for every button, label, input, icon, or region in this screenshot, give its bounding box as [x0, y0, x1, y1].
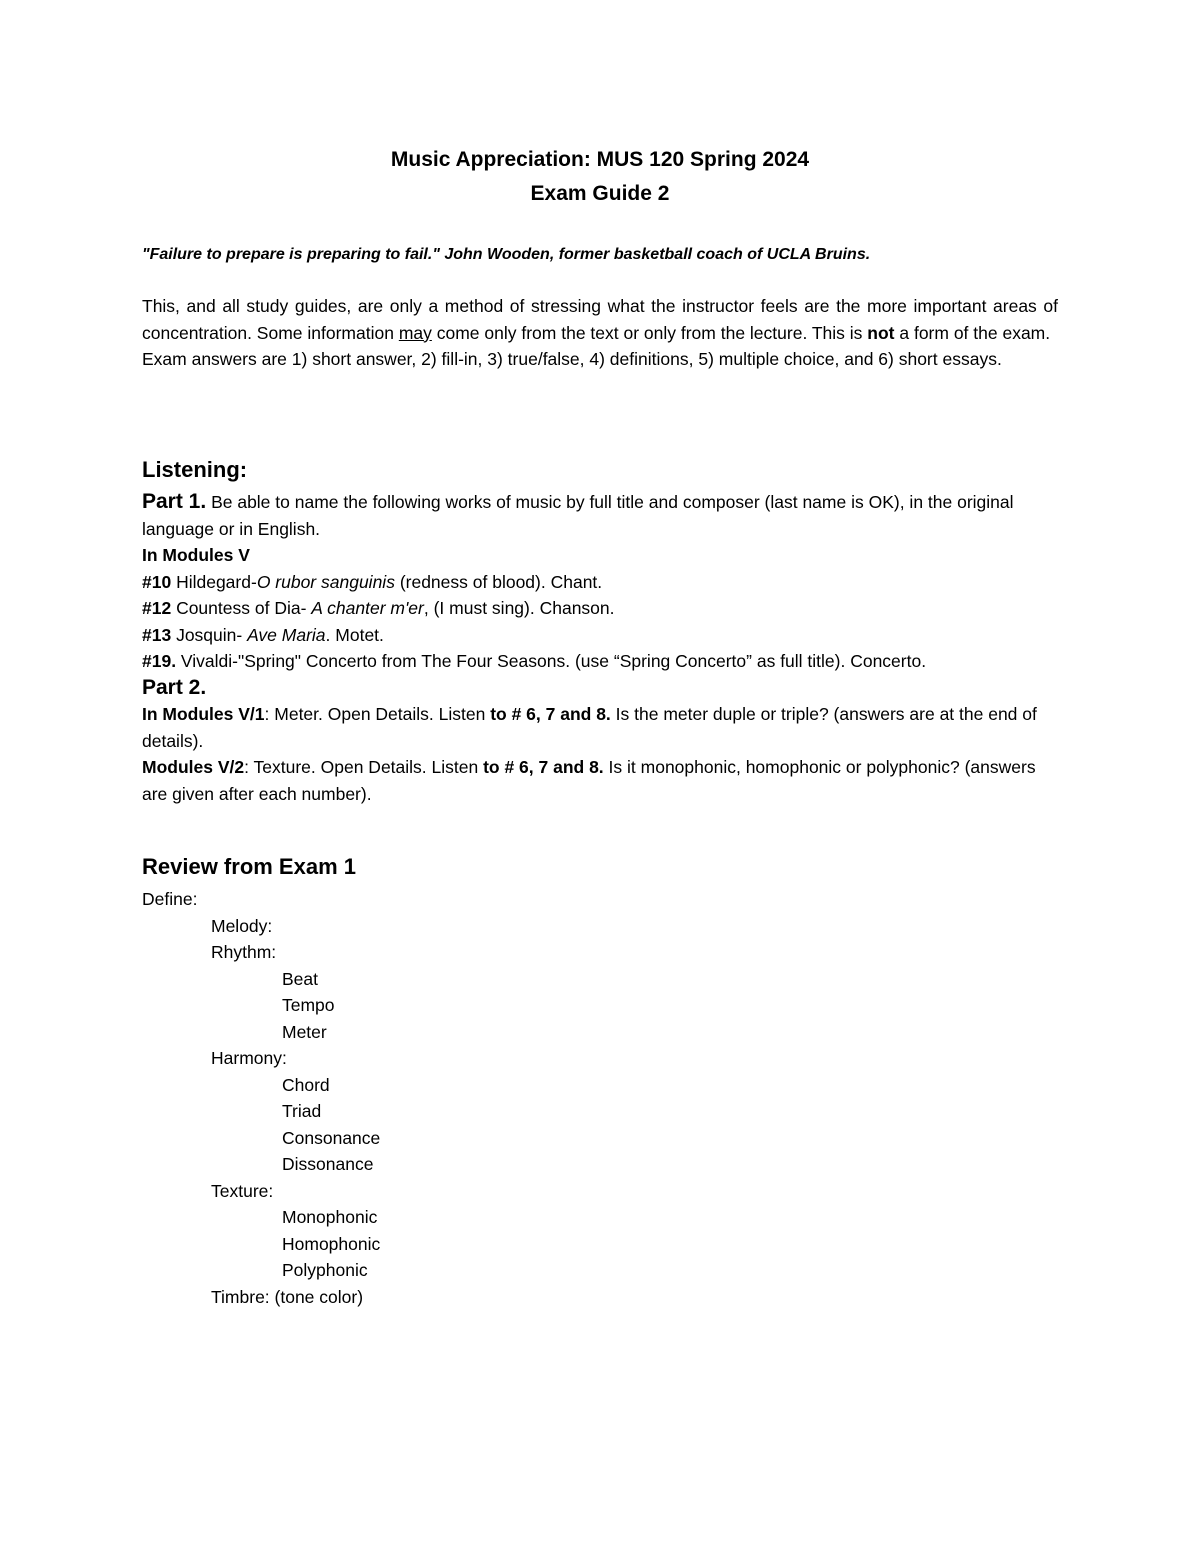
- module-label: Modules V/2: [142, 757, 245, 777]
- module-text: : Texture. Open Details. Listen: [244, 757, 484, 777]
- review-section: [142, 852, 1062, 1310]
- listening-section: [142, 455, 1062, 807]
- work-composer: Vivaldi-"Spring" Concerto from The Four Seasons. (use “Spring Concerto” as full title). Concerto.: [176, 651, 927, 671]
- part2-module-1: [142, 701, 1062, 754]
- term-harmony: Harmony:: [211, 1048, 287, 1068]
- intro-section: [142, 293, 1058, 373]
- work-desc: (redness of blood). Chant.: [394, 571, 603, 592]
- term-texture: Texture:: [211, 1180, 274, 1201]
- term-timbre: Timbre: (tone color): [211, 1286, 364, 1307]
- work-composer: Countess of Dia-: [171, 598, 312, 618]
- work-item: [142, 595, 1062, 622]
- module-text: Is it monophonic, homophonic or polyphonic? (answers are given after each number).: [142, 757, 1036, 804]
- work-desc: , (I must sing). Chanson.: [423, 598, 615, 618]
- part1-intro: [142, 489, 1062, 542]
- subterm: Beat: [282, 968, 318, 989]
- modules-v-heading: [142, 542, 1062, 569]
- part2-module-2: [142, 754, 1062, 807]
- part1-label: Part 1.: [142, 490, 207, 513]
- subterm: Chord: [282, 1074, 330, 1095]
- module-tracks: to # 6, 7 and 8.: [490, 704, 611, 724]
- subterm: Meter: [282, 1021, 327, 1042]
- subterm: Polyphonic: [282, 1260, 368, 1280]
- page-subtitle: Exam Guide 2: [530, 182, 670, 205]
- work-title: O rubor sanguinis: [256, 571, 395, 592]
- subterm: Homophonic: [282, 1233, 381, 1254]
- work-item: [142, 648, 1062, 675]
- subterm: Dissonance: [282, 1154, 374, 1174]
- modules-label: In Modules V: [142, 545, 250, 565]
- subterm: Consonance: [282, 1127, 381, 1148]
- review-heading: Review from Exam 1: [142, 854, 356, 879]
- work-title: Ave Maria: [247, 624, 326, 645]
- term-melody: Melody:: [211, 915, 273, 936]
- work-number: #12: [142, 598, 172, 618]
- quote: "Failure to prepare is preparing to fail." John Wooden, former basketball coach of UCLA Bruins.: [142, 246, 871, 263]
- define-label: Define:: [142, 889, 198, 909]
- subterm: Triad: [282, 1101, 322, 1121]
- intro-paragraph-1: [142, 293, 1058, 346]
- module-text: Is the meter duple or triple? (answers are at the end of details).: [142, 704, 1037, 751]
- module-label: In Modules V/1: [142, 704, 265, 724]
- work-item: [142, 622, 1062, 649]
- work-number: #10: [142, 571, 172, 592]
- module-tracks: to # 6, 7 and 8.: [483, 757, 604, 777]
- work-number: #19.: [142, 651, 177, 671]
- emphasis-may: may: [398, 322, 432, 343]
- subterm: Tempo: [282, 995, 335, 1015]
- part2-label: Part 2.: [142, 675, 207, 699]
- intro-text: This, and all study guides, are only a method of stressing what the instructor feels are the more important areas of concentration. Some information: [142, 296, 1058, 343]
- work-desc: . Motet.: [325, 624, 384, 645]
- work-composer: Josquin-: [171, 624, 248, 645]
- module-text: : Meter. Open Details. Listen: [264, 704, 491, 724]
- work-title: A chanter m'er: [311, 598, 424, 618]
- intro-text: a form of the exam.: [894, 322, 1051, 343]
- subterm: Monophonic: [282, 1207, 378, 1227]
- part1-text: Be able to name the following works of music by full title and composer (last name is OK), in the original language or in English.: [142, 492, 1014, 539]
- emphasis-not: not: [867, 322, 895, 343]
- term-rhythm: Rhythm:: [211, 942, 277, 962]
- work-number: #13: [142, 624, 172, 645]
- page-title: Music Appreciation: MUS 120 Spring 2024: [390, 148, 810, 171]
- work-composer: Hildegard-: [171, 571, 257, 592]
- part2-heading: [142, 675, 1062, 702]
- work-item: [142, 569, 1062, 596]
- listening-heading: Listening:: [142, 457, 248, 482]
- intro-paragraph-2: Exam answers are 1) short answer, 2) fill-in, 3) true/false, 4) definitions, 5) multiple choice, and 6) short essays.: [142, 349, 1002, 369]
- intro-text: come only from the text or only from the lecture. This is: [431, 322, 868, 343]
